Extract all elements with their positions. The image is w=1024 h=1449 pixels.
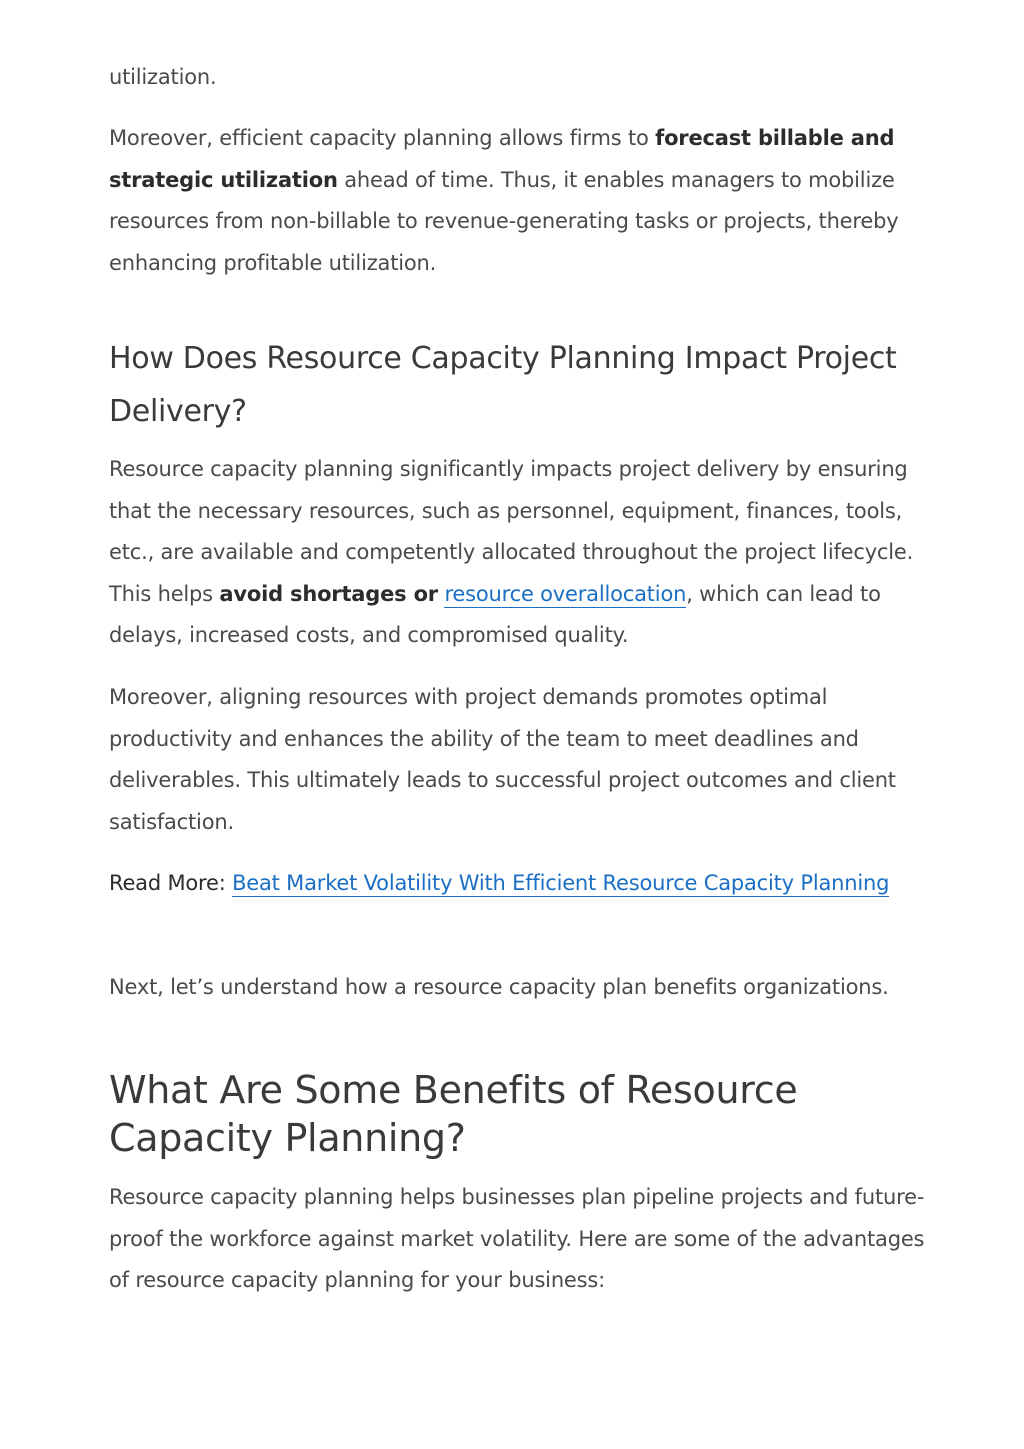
read-more <box>109 863 949 905</box>
heading-benefits: What Are Some Benefits of Resource Capacity Planning? <box>109 1068 798 1160</box>
paragraph-project-delivery <box>109 449 949 657</box>
paragraph-text: Resource capacity planning significantly impacts project delivery by ensuring that the necessary resources, such as personnel, equipment, finances, tools, etc., are available and competently allocated throughout the project lifecycle. This helps <box>109 457 914 606</box>
read-more-label: Read More: <box>109 871 226 895</box>
read-more-link[interactable]: Beat Market Volatility With Efficient Resource Capacity Planning <box>232 871 890 895</box>
paragraph-next <box>109 967 949 1009</box>
bold-avoid-shortages: avoid shortages or <box>219 581 438 606</box>
paragraph-utilization-end <box>109 57 949 99</box>
paragraph-text: ahead of time. Thus, it enables managers to mobilize resources from non-billable to revenue-generating tasks or projects, thereby enhancing profitable utilization. <box>109 167 899 275</box>
paragraph-benefits-intro <box>109 1177 949 1302</box>
paragraph-text: , which can lead to delays, increased costs, and compromised quality. <box>109 581 881 647</box>
paragraph-forecast <box>109 118 949 284</box>
paragraph-text: utilization. <box>109 65 217 89</box>
paragraph-text: Next, let’s understand how a resource capacity plan benefits organizations. <box>109 975 889 999</box>
bold-forecast-text: forecast billable and strategic utilization <box>109 126 895 192</box>
heading-project-delivery: How Does Resource Capacity Planning Impact Project Delivery? <box>109 341 897 429</box>
paragraph-text: Moreover, efficient capacity planning allows firms to <box>109 126 656 150</box>
paragraph-text: Moreover, aligning resources with project demands promotes optimal productivity and enhances the ability of the team to meet deadlines and deliverables. This ultimately leads to successful project outcomes and client satisfaction. <box>109 685 896 834</box>
paragraph-aligning <box>109 677 949 843</box>
paragraph-text: Resource capacity planning helps businesses plan pipeline projects and future-proof the workforce against market volatility. Here are some of the advantages of resource capacity planning for your business: <box>109 1185 925 1292</box>
resource-overallocation-link[interactable]: resource overallocation <box>444 581 687 606</box>
